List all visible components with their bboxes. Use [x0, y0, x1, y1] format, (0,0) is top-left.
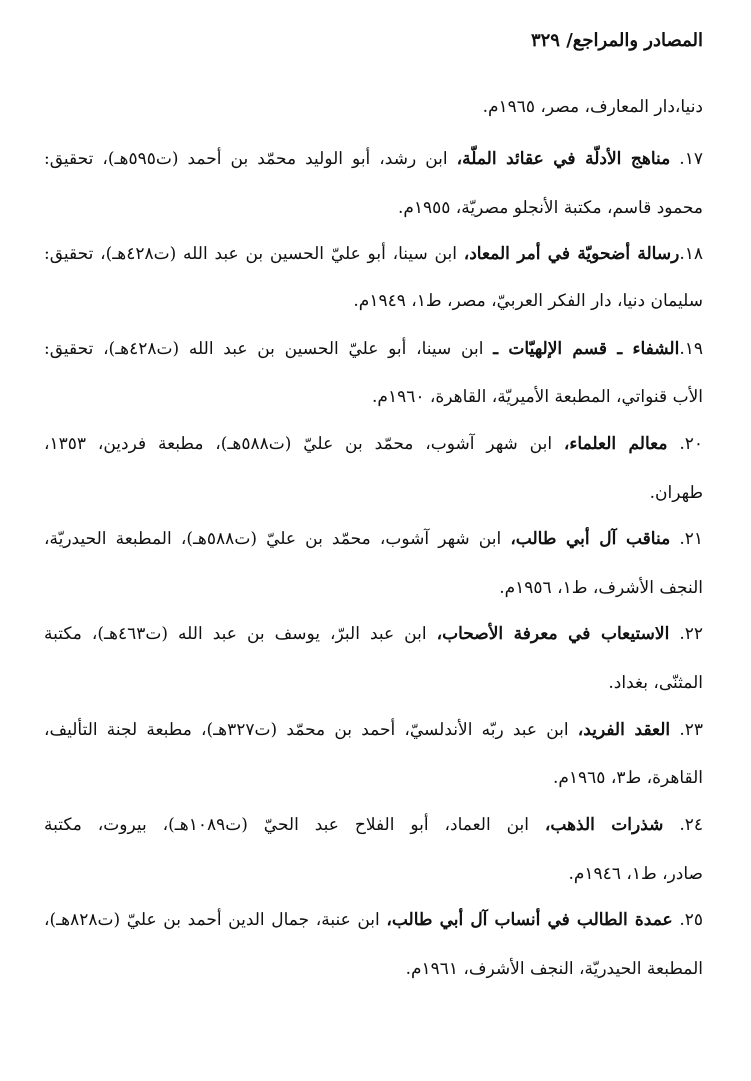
- reference-24-continuation: صادر، ط١، ١٩٤٦م.: [568, 864, 703, 884]
- reference-17-continuation: محمود قاسم، مكتبة الأنجلو مصريّة، ١٩٥٥م.: [397, 198, 703, 218]
- reference-24: [44, 813, 703, 837]
- entry-number: ٢١.: [670, 529, 704, 549]
- entry-title: مناقب آل أبي طالب،: [510, 529, 671, 549]
- reference-18-continuation: سليمان دنيا، دار الفكر العربيّ، مصر، ط١، ١٩٤٩م.: [353, 291, 703, 311]
- entry-number: ٢٢.: [669, 624, 703, 644]
- entry-title: رسالة أضحويّة في أمر المعاد،: [463, 244, 680, 264]
- reference-25: [44, 908, 703, 932]
- entry-number: ١٧.: [670, 149, 703, 169]
- entry-title: الاستيعاب في معرفة الأصحاب،: [436, 624, 670, 644]
- reference-20-continuation: طهران.: [649, 483, 703, 503]
- entry-details: ابن رشد، أبو الوليد محمّد بن أحمد (ت٥٩٥هـ)، تحقيق:: [44, 149, 457, 169]
- entry-number: ٢٠.: [667, 434, 704, 454]
- reference-19: [44, 337, 703, 361]
- entry-details: ابن سينا، أبو عليّ الحسين بن عبد الله (ت٤٢٨هـ)، تحقيق:: [44, 244, 464, 264]
- reference-18: [44, 242, 703, 266]
- entry-title: شذرات الذهب،: [544, 815, 664, 835]
- reference-20: [44, 432, 703, 456]
- entry-title: عمدة الطالب في أنساب آل أبي طالب،: [386, 910, 673, 930]
- entry-details: ابن عبد البرّ، يوسف بن عبد الله (ت٤٦٣هـ)، مكتبة: [44, 624, 437, 644]
- entry-details: ابن شهر آشوب، محمّد بن عليّ (ت٥٨٨هـ)، مطبعة فردين، ١٣٥٣،: [44, 434, 564, 454]
- reference-25-continuation: المطبعة الحيدريّة، النجف الأشرف، ١٩٦١م.: [405, 959, 703, 979]
- entry-number: ١٨.: [679, 244, 703, 264]
- entry-title: مناهج الأدلّة في عقائد الملّة،: [456, 149, 671, 169]
- entry-number: ٢٣.: [670, 720, 704, 740]
- entry-number: ٢٥.: [672, 910, 703, 930]
- continuation-line: دنيا،دار المعارف، مصر، ١٩٦٥م.: [482, 97, 703, 117]
- page-header: المصادر والمراجع/ ٣٢٩: [530, 30, 703, 51]
- entry-title: الشفاء ـ قسم الإلهيّات ـ: [493, 339, 680, 359]
- entry-details: ابن عنبة، جمال الدين أحمد بن عليّ (ت٨٢٨هـ)،: [44, 910, 387, 930]
- reference-23: [44, 718, 703, 742]
- reference-19-continuation: الأب قنواتي، المطبعة الأميريّة، القاهرة، ١٩٦٠م.: [372, 387, 703, 407]
- reference-21: [44, 527, 703, 551]
- reference-21-continuation: النجف الأشرف، ط١، ١٩٥٦م.: [499, 578, 703, 598]
- entry-title: معالم العلماء،: [563, 434, 668, 454]
- entry-title: العقد الفريد،: [577, 720, 671, 740]
- entry-number: ١٩.: [679, 339, 703, 359]
- entry-details: ابن سينا، أبو عليّ الحسين بن عبد الله (ت٤٢٨هـ)، تحقيق:: [44, 339, 494, 359]
- reference-22: [44, 622, 703, 646]
- entry-details: ابن شهر آشوب، محمّد بن عليّ (ت٥٨٨هـ)، المطبعة الحيدريّة،: [44, 529, 511, 549]
- reference-22-continuation: المثنّى، بغداد.: [608, 673, 703, 693]
- entry-details: ابن عبد ربّه الأندلسيّ، أحمد بن محمّد (ت٣٢٧هـ)، مطبعة لجنة التأليف،: [44, 720, 578, 740]
- entry-details: ابن العماد، أبو الفلاح عبد الحيّ (ت١٠٨٩هـ)، بيروت، مكتبة: [44, 815, 545, 835]
- reference-17: [44, 147, 703, 171]
- reference-23-continuation: القاهرة، ط٣، ١٩٦٥م.: [552, 768, 703, 788]
- entry-number: ٢٤.: [663, 815, 703, 835]
